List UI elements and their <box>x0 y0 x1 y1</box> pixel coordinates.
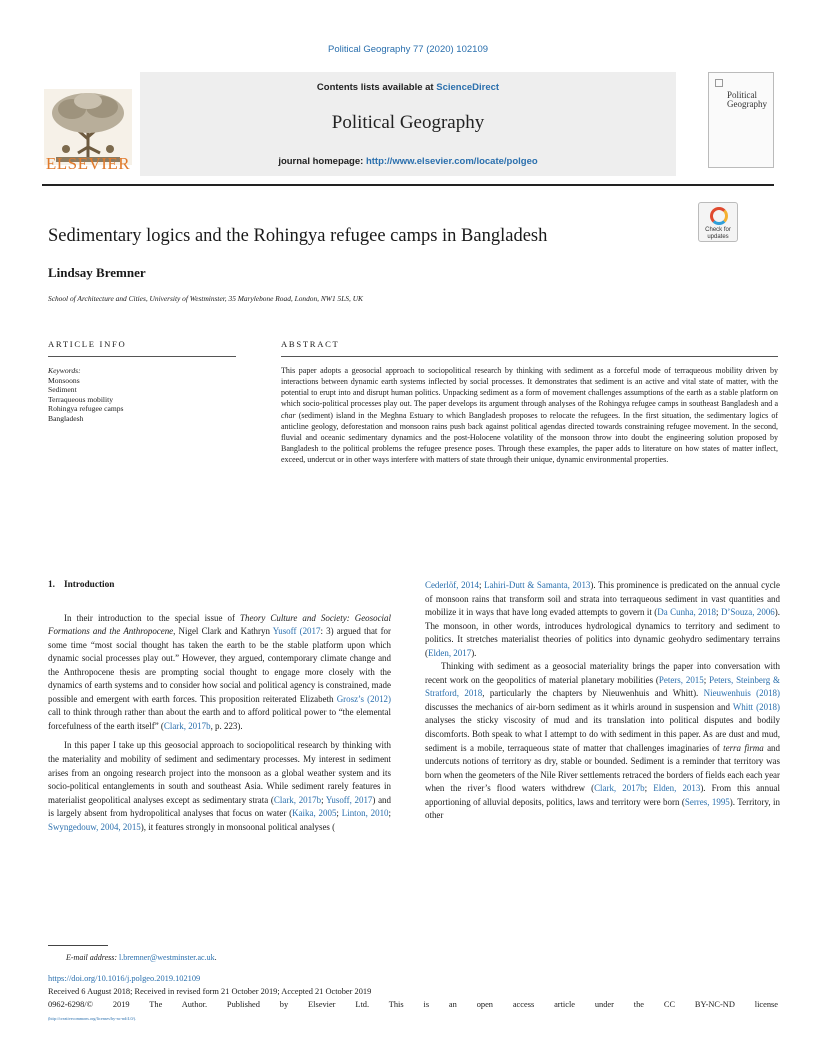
keywords-label: Keywords: <box>48 366 81 375</box>
keyword-item: Monsoons <box>48 375 80 385</box>
check-updates-label: Check for updates <box>705 227 731 240</box>
citation-link[interactable]: Elden, 2017 <box>427 647 472 658</box>
author-affiliation: School of Architecture and Cities, University of Westminster, 35 Marylebone Road, London, NW1 5LS, UK <box>48 294 363 303</box>
citation-link[interactable]: Serres, 1995 <box>684 796 730 807</box>
citation-link[interactable]: Kaika, 2005 <box>292 808 337 819</box>
citation-link[interactable]: Clark, 2017b <box>163 720 211 731</box>
copyright-notice: 0962-6298/© 2019 The Author. Published by Elsevier Ltd. This is an open access article under the CC BY-NC-ND license <box>48 1000 778 1009</box>
citation-link[interactable]: Clark, 2017b <box>594 783 645 794</box>
contents-line: Contents lists available at ScienceDirect <box>316 82 500 93</box>
abstract-text: This paper adopts a geosocial approach to sociopolitical research by thinking with sediment as a forceful mode of terraqueous mobility driven by interactions between dynamic earth systems inflected by social processes. It demonstrates that sediment is an active and vital state of matter, with the potential to erupt into and disrupt human politics. Unpacking sediment as a form of movement challenges assumptions of the earth as a stable platform on which socio-political processes play out. The paper develops its argument through analyses of the Rohingya refugee camps in southeast Bangladesh and a char (sediment) island in the Meghna Estuary to which Bangladesh proposes to relocate the refugees. In the first situation, the sedimentary logics of anticline geology, deforestation and monsoon rains push back against political agendas directed towards constraining refugee movement. In the second, fluvial and oceanic sedimentary dynamics and the post-Holocene volatility of the monsoon throw into doubt the engineering solution proposed by Bangladesh to the political problems the refugee presence poses. Through these examples, the paper adds to literature on how states of matter inflect, exceed, undercut or in other ways interfere with matters of state through their unique, dynamic environmental properties. <box>281 366 778 465</box>
citation-link[interactable]: Swyngedouw, 2004, 2015 <box>48 821 141 832</box>
footnote-divider <box>48 945 108 946</box>
author-email-line: E-mail address: l.bremner@westminster.ac.uk. <box>66 953 217 962</box>
citation-link[interactable]: Yusoff (2017 <box>272 626 321 637</box>
check-for-updates-button[interactable] <box>698 202 738 242</box>
body-right-column <box>425 579 780 823</box>
abstract-rule <box>281 356 778 357</box>
abstract-heading: ABSTRACT <box>281 339 340 349</box>
citation-link[interactable]: Grosz’s (2012) <box>336 693 391 704</box>
article-info-heading: ARTICLE INFO <box>48 339 127 349</box>
keyword-item: Rohingya refugee camps <box>48 404 124 414</box>
keyword-item: Bangladesh <box>48 413 84 423</box>
keywords-list <box>48 366 124 424</box>
header-divider <box>42 184 774 186</box>
doi-link[interactable]: https://doi.org/10.1016/j.polgeo.2019.102109 <box>48 974 201 983</box>
cover-title: Political Geography <box>727 90 767 109</box>
keyword-item: Terraqueous mobility <box>48 394 114 404</box>
journal-title: Political Geography <box>331 112 485 133</box>
citation-link[interactable]: Yusoff, 2017 <box>325 794 373 805</box>
citation-link[interactable]: Linton, 2010 <box>341 808 389 819</box>
cover-logo-icon <box>715 79 723 87</box>
article-info-rule <box>48 356 236 357</box>
paragraph-continued: Cederlöf, 2014; Lahiri-Dutt & Samanta, 2013). This prominence is predicated on the annual cycle of monsoon rains that transform soil and strata into terraqueous sediment in vast quantities and mobilize it in ways that have long evaded attempts to govern it (Da Cunha, 2018; D’Souza, 2006). The monsoon, in other words, introduces hydrological dynamics to territory and sediment to politics. It stretches materialist theories of politics into dynamic geohydro sedimentary terrains (Elden, 2017). <box>425 580 780 658</box>
section-heading-introduction: 1. Introduction <box>48 580 115 590</box>
author-name[interactable]: Lindsay Bremner <box>48 265 146 280</box>
sciencedirect-link[interactable]: ScienceDirect <box>436 82 500 93</box>
citation-link[interactable]: D’Souza, 2006 <box>720 607 775 618</box>
license-link[interactable]: (http://creativecommons.org/licenses/by-nc-nd/4.0/). <box>48 1016 137 1021</box>
article-title: Sedimentary logics and the Rohingya refugee camps in Bangladesh <box>48 226 548 246</box>
keyword-item: Sediment <box>48 385 77 395</box>
citation-link[interactable]: Cederlöf, 2014 <box>425 580 479 590</box>
citation-link[interactable]: Whitt (2018) <box>732 701 781 712</box>
paragraph: In this paper I take up this geosocial approach to sociopolitical research by thinking with the materiality and mobility of sediment and sedimentary processes. My interest in sediment arises from an ongoing research project into the monsoon as a global weather system and its socio-political entanglements in south and southeast Asia. While sediment rarely features in materialist geopolitical analyses except as sedimentary strata (Clark, 2017b; Yusoff, 2017) and is largely absent from hydropolitical analyses that focus on water (Kaika, 2005; Linton, 2010; Swyngedouw, 2004, 2015), it features strongly in monsoonal political analyses ( <box>48 740 392 832</box>
citation-link[interactable]: Clark, 2017b <box>273 794 322 805</box>
body-left-column <box>48 579 391 834</box>
citation-link[interactable]: Peters, 2015 <box>658 674 704 685</box>
journal-banner <box>140 72 676 176</box>
citation-link[interactable]: Elden, 2013 <box>653 783 701 794</box>
citation-link[interactable]: Da Cunha, 2018 <box>657 607 717 618</box>
journal-cover-thumbnail[interactable] <box>708 72 774 168</box>
citation-link[interactable]: Peters, Steinberg & Stratford, 2018 <box>425 674 781 699</box>
received-dates: Received 6 August 2018; Received in revised form 21 October 2019; Accepted 21 October 2019 <box>48 987 372 996</box>
journal-homepage-link[interactable]: http://www.elsevier.com/locate/polgeo <box>365 156 538 167</box>
paragraph: Thinking with sediment as a geosocial materiality brings the paper into conversation with recent work on the geopolitics of material planetary mobilities (Peters, 2015; Peters, Steinberg & Stratford, 2018, particularly the chapters by Nieuwenhuis and Whitt). Nieuwenhuis (2018) discusses the mechanics of air-born sediment as it whirls around in suspension and Whitt (2018) analyses the sticky viscosity of mud and its translation into political disputes and bodily discomforts. Both speak to what I attempt to do with sediment in this paper. As are dust and mud, sediment is a mobile, terraqueous state of matter that challenges imaginaries of terra firma and undercuts notions of territory as dry, stable or bounded. Sediment is a reminder that territory was born when the geometers of the Nile River settlements retraced the borders of fields each each year when the river’s flood waters withdrew (Clark, 2017b; Elden, 2013). From this annual apportioning of alluvial deposits, politics, laws and territory were born (Serres, 1995). Territory, in other <box>425 661 781 821</box>
homepage-line: journal homepage: http://www.elsevier.com/locate/polgeo <box>278 156 538 167</box>
paragraph: In their introduction to the special issue of Theory Culture and Society: Geosocial Formations and the Anthropocene, Nigel Clark and Kathryn Yusoff (2017: 3) argued that for some time “most social thought has taken the earth to be the stable platform upon which dynamic social processes play out.” However, they argued, contemporary climate change and the Anthropocene thesis are prompting social thought to engage more closely with the dynamics of earth systems and to consider how social and political agency is constrained, made possible and emergent with earth forces. This proposition reiterated Elizabeth Grosz’s (2012) call to think through rather than about the earth and to afford political power to “the elemental forcefulness of the earth itself” (Clark, 2017b, p. 223). <box>48 612 391 731</box>
citation-link[interactable]: Nieuwenhuis (2018) <box>703 688 780 699</box>
citation-link[interactable]: Lahiri-Dutt & Samanta, 2013 <box>484 580 591 590</box>
journal-citation[interactable]: Political Geography 77 (2020) 102109 <box>327 44 489 55</box>
elsevier-wordmark: ELSEVIER <box>45 154 131 173</box>
check-updates-icon <box>710 207 728 225</box>
email-link[interactable]: l.bremner@westminster.ac.uk <box>119 953 215 962</box>
journal-header <box>42 72 774 176</box>
